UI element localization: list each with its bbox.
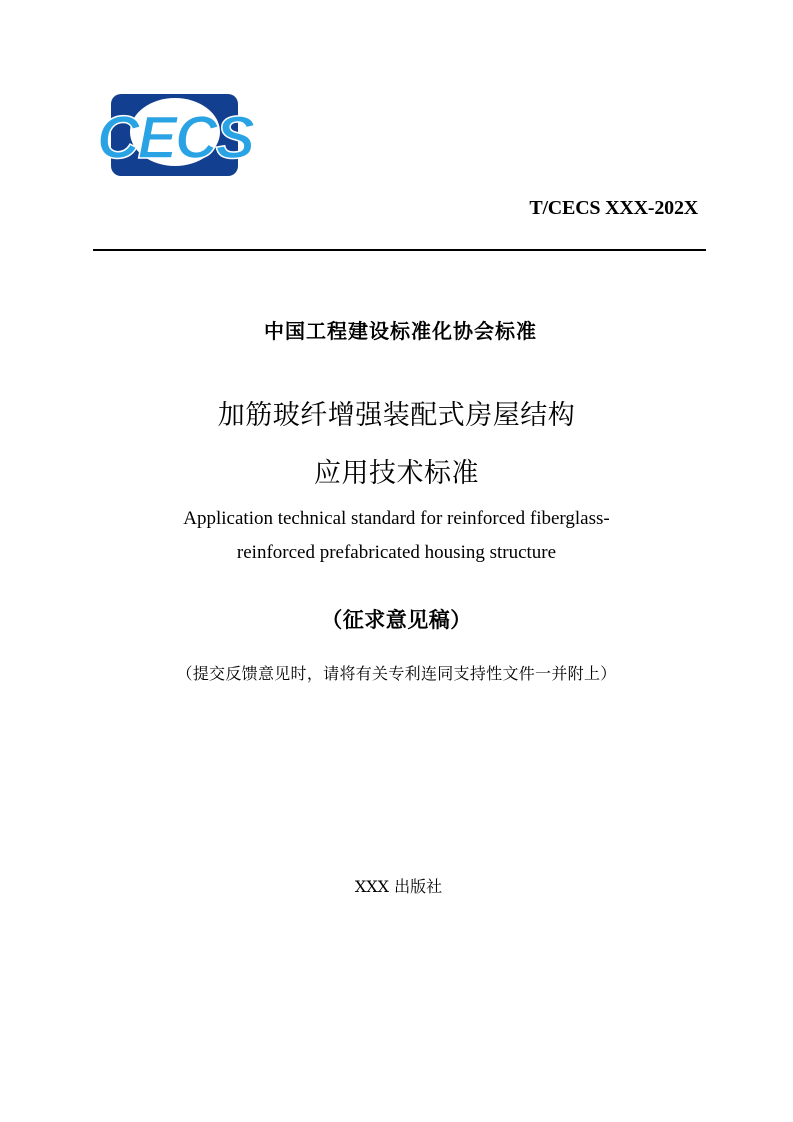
title-zh-line-1: 加筋玻纤增强装配式房屋结构 bbox=[217, 400, 576, 431]
cecs-logo bbox=[95, 92, 255, 178]
title-en-line-1: Application technical standard for reinforced fiberglass- bbox=[183, 508, 610, 529]
svg-text:CECS: CECS bbox=[97, 104, 255, 171]
header-divider bbox=[93, 249, 706, 251]
title-en-line-2: reinforced prefabricated housing structure bbox=[236, 542, 557, 563]
title-zh-line-2: 应用技术标准 bbox=[314, 458, 479, 489]
draft-label: （征求意见稿） bbox=[321, 608, 472, 632]
feedback-note: （提交反馈意见时，请将有关专利连同支持性文件一并附上） bbox=[176, 664, 617, 683]
publisher-name: XXX 出版社 bbox=[354, 877, 443, 896]
standard-code: T/CECS XXX-202X bbox=[529, 197, 698, 219]
cecs-logo-icon bbox=[95, 92, 255, 178]
association-label: 中国工程建设标准化协会标准 bbox=[264, 319, 537, 343]
